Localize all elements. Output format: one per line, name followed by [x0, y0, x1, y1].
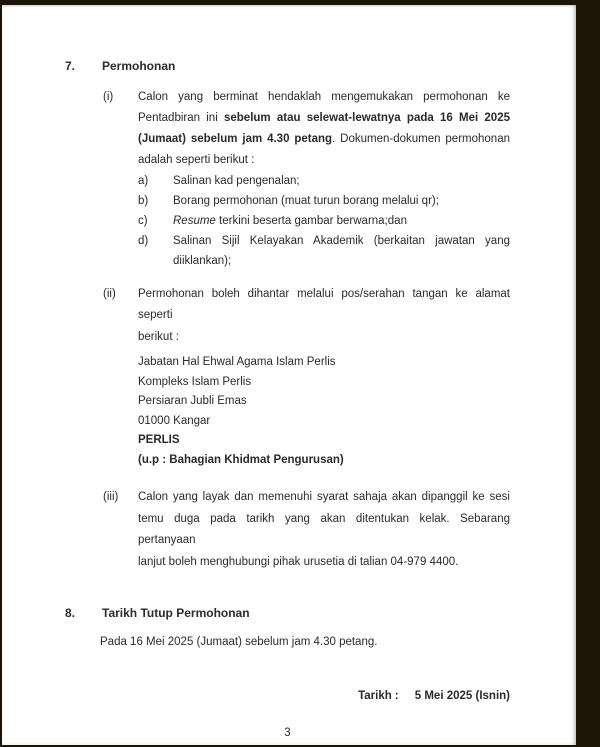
paragraph-line: [138, 284, 510, 327]
mailing-address: [138, 353, 510, 470]
address-line-4: 01000 Kangar: [138, 414, 211, 427]
sub-item-text: [173, 191, 510, 211]
text-run: terkini beserta gambar berwarna;dan: [215, 214, 407, 227]
clause-i-label: (i): [103, 90, 114, 103]
text-run: Borang permohonan (muat turun borang melalui qr);: [173, 194, 439, 207]
text-run: . Dokumen-dokumen permohonan: [332, 132, 510, 145]
text-run: adalah seperti berikut :: [138, 153, 255, 166]
text-run: Pentadbiran ini: [138, 111, 224, 124]
paragraph-line: [138, 150, 510, 171]
date-label: Tarikh :: [358, 690, 399, 702]
text-run: Calon yang layak dan memenuhi syarat sahaja akan dipanggil ke sesi: [138, 491, 510, 503]
page-number: 3: [284, 726, 291, 739]
paragraph-line: [138, 327, 510, 349]
closing-date-paragraph: Pada 16 Mei 2025 (Jumaat) sebelum jam 4.30 petang.: [100, 635, 378, 648]
paragraph-line: [138, 87, 510, 108]
clause-i: [103, 87, 510, 271]
sub-item-text: [173, 231, 510, 271]
address-line-2: Kompleks Islam Perlis: [138, 375, 252, 388]
issue-date-row: [65, 686, 510, 708]
section-7-number: 7.: [65, 59, 76, 73]
sub-item-label: b): [138, 194, 149, 207]
sub-item-d: [138, 231, 510, 271]
text-run: lanjut boleh menghubungi pihak urusetia di talian 04-979 4400.: [138, 555, 459, 568]
clause-iii-paragraph: [138, 487, 510, 573]
sub-item-label: c): [138, 214, 148, 227]
deadline-emphasis: (Jumaat) sebelum jam 4.30 petang: [138, 132, 333, 145]
sub-item-label: d): [138, 234, 149, 247]
sub-item-text: [173, 211, 510, 231]
section-7-heading: [65, 56, 510, 78]
clause-ii-paragraph: [138, 284, 510, 471]
sub-item-b: [138, 191, 510, 211]
clause-ii: [103, 284, 510, 471]
paragraph-line: [138, 552, 510, 574]
document-checklist: [138, 171, 510, 271]
text-run: Salinan kad pengenalan;: [173, 174, 300, 187]
address-state: PERLIS: [138, 434, 180, 446]
clause-i-paragraph: [138, 87, 510, 271]
page-content: [65, 56, 510, 744]
section-8-number: 8.: [65, 606, 76, 620]
address-attention: (u.p : Bahagian Khidmat Pengurusan): [138, 453, 344, 466]
text-run: Salinan Sijil Kelayakan Akademik (berkaitan jawatan yang: [173, 234, 510, 247]
address-line-1: Jabatan Hal Ehwal Agama Islam Perlis: [138, 356, 336, 368]
paragraph-line: [173, 231, 510, 251]
text-run: Calon yang berminat hendaklah mengemukakan permohonan ke: [138, 90, 510, 103]
deadline-emphasis: sebelum atau selewat-lewatnya pada 16 Mei 2025: [223, 111, 510, 124]
paragraph-line: [138, 487, 510, 509]
paragraph-line: [173, 251, 510, 271]
document-page: [2, 5, 576, 745]
section-8-title: Tarikh Tutup Permohonan: [102, 606, 250, 620]
text-run: Permohonan boleh dihantar melalui pos/serahan tangan ke alamat seperti: [138, 287, 510, 321]
sub-item-c: [138, 211, 510, 231]
section-7-title: Permohonan: [102, 59, 176, 73]
clause-iii: [103, 487, 510, 573]
sub-item-text: [173, 171, 510, 191]
section-8-heading: [65, 603, 510, 625]
sub-item-label: a): [138, 174, 149, 187]
text-run: temu duga pada tarikh yang akan ditentukan kelak. Sebarang pertanyaan: [138, 512, 510, 546]
address-line-3: Persiaran Jubli Emas: [138, 395, 247, 407]
clause-iii-label: (iii): [103, 491, 119, 503]
paragraph-line: [138, 129, 510, 150]
resume-word-italic: Resume: [173, 214, 216, 227]
date-value: 5 Mei 2025 (Isnin): [414, 690, 510, 702]
text-run: diiklankan);: [173, 254, 232, 267]
text-run: berikut :: [138, 330, 179, 343]
clause-ii-label: (ii): [103, 287, 116, 300]
sub-item-a: [138, 171, 510, 191]
paragraph-line: [138, 509, 510, 552]
paragraph-line: [138, 108, 510, 129]
